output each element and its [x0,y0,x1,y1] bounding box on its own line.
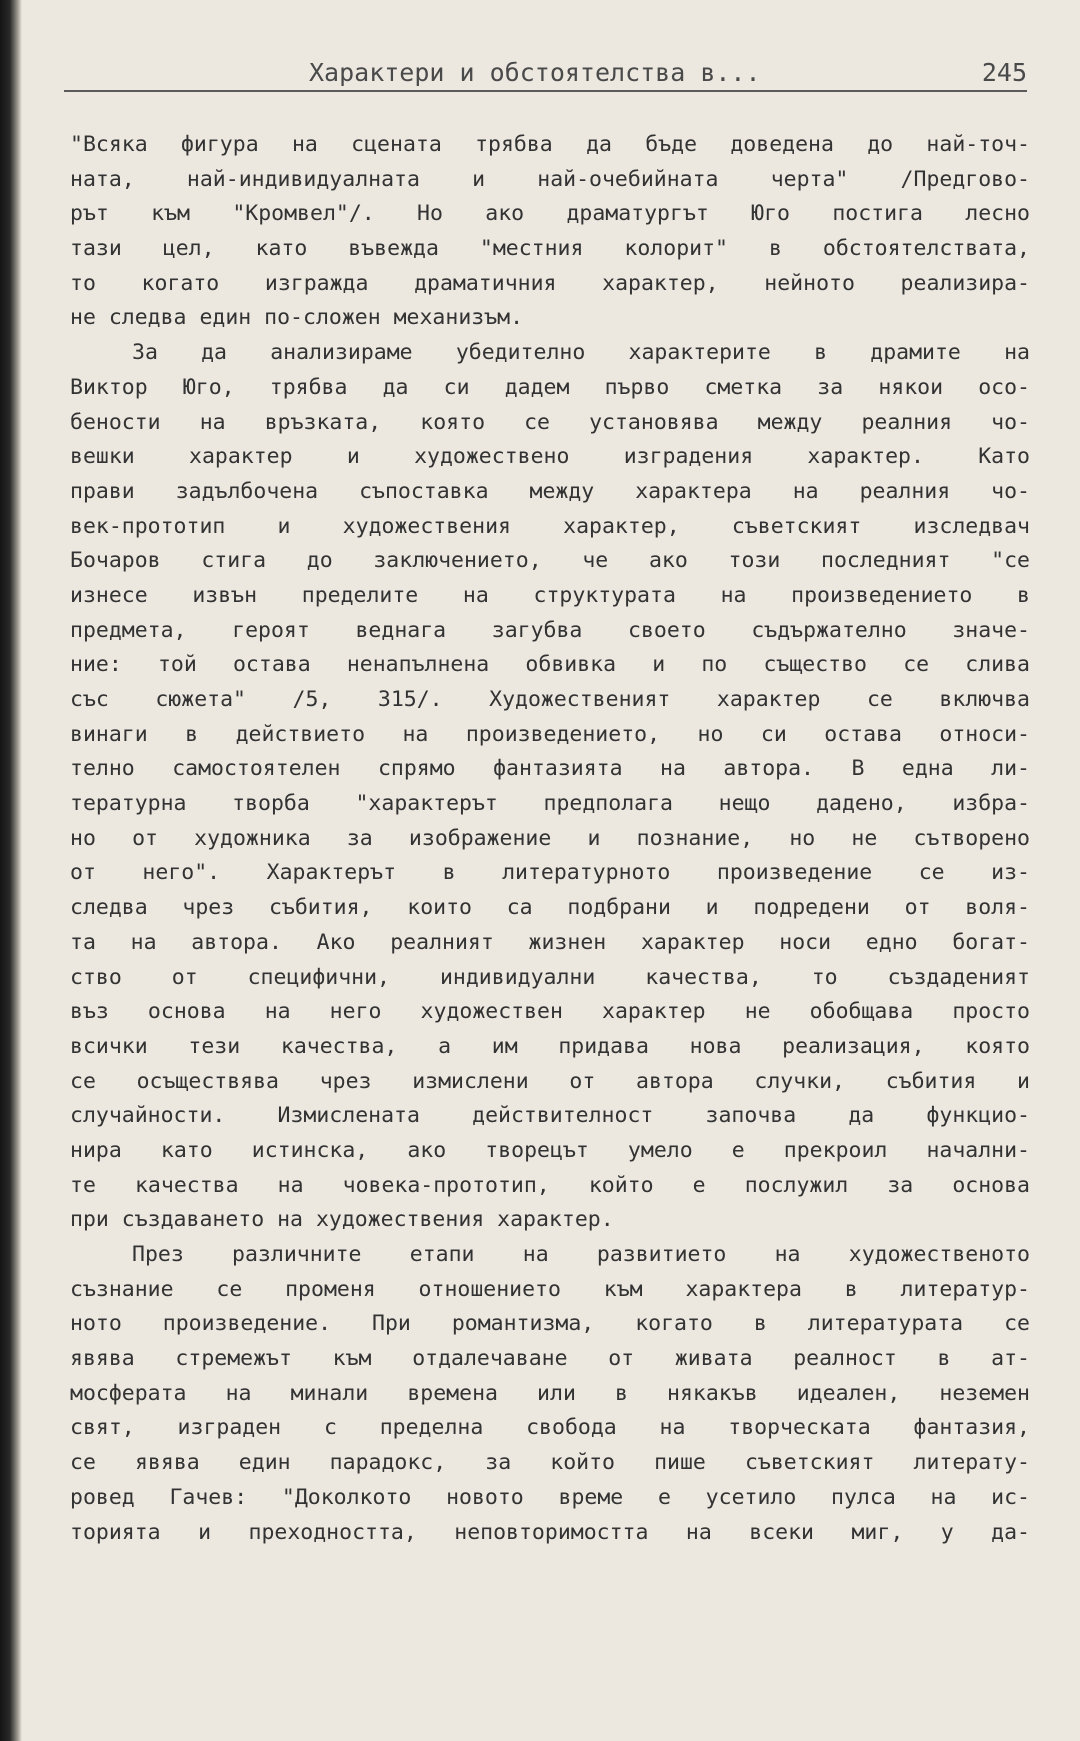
text-line: ното произведение. При романтизма, когато в литературата се [70,1311,1030,1337]
text-line: но от художника за изображение и познание, но не сътворено [70,825,1030,851]
page-number: 245 [981,58,1027,87]
text-line: бености на връзката, която се установява между реалния чо- [70,409,1030,435]
text-line: със сюжета" /5, 315/. Художественият характер се включва [70,687,1030,712]
text-line: то когато изгражда драматичния характер, нейното реализира- [70,270,1030,296]
text-line: явява стремежът към отдалечаване от живата реалност в ат- [70,1346,1030,1372]
text-line: предмета, героят веднага загубва своето съдържателно значе- [70,617,1030,643]
text-line: се явява един парадокс, за който пише съветският литерату- [70,1450,1030,1476]
text-line: ровед Гачев: "Доколкото новото време е усетило пулса на ис- [70,1484,1030,1510]
text-line: въз основа на него художествен характер не обобщава просто [70,999,1030,1025]
text-line: телно самостоятелен спрямо фантазията на автора. В една ли- [70,756,1030,782]
text-line: от него". Характерът в литературното произведение се из- [70,860,1030,886]
text-line: те качества на човека-прототип, който е послужил за основа [70,1172,1030,1198]
text-line: век-прототип и художествения характер, съветският изследвач [70,513,1030,539]
text-line: През различните етапи на развитието на художественото [132,1242,1030,1267]
book-page [22,0,1080,1741]
text-line: мосферата на минали времена или в някакъв идеален, неземен [70,1380,1030,1406]
running-title: Характери и обстоятелства в... [309,58,761,87]
text-line: тературна творба "характерът предполага нещо дадено, избра- [70,791,1030,817]
text-line: съзнание се променя отношението към характера в литератур- [70,1276,1030,1302]
text-line: вешки характер и художествено изградения характер. Като [70,444,1030,470]
text-line: тази цел, като въвежда "местния колорит" в обстоятелствата, [70,236,1030,262]
text-line: рът към "Кромвел"/. Но ако драматургът Юго постига лесно [70,201,1030,227]
text-line: случайности. Измислената действителност започва да функцио- [70,1103,1030,1129]
text-line: не следва един по-сложен механизъм. [70,305,524,331]
text-line: се осъществява чрез измислени от автора случки, събития и [70,1068,1030,1094]
text-line: торията и преходността, неповторимостта на всеки миг, у да- [70,1519,1030,1545]
text-line: винаги в действието на произведението, но си остава относи- [70,721,1030,747]
running-header [64,54,1027,92]
text-line: та на автора. Ако реалният жизнен характер носи едно богат- [70,929,1030,955]
text-line: ство от специфични, индивидуални качества, то създаденият [70,964,1030,990]
book-spine-shadow [0,0,22,1741]
text-line: свят, изграден с пределна свобода на творческата фантазия, [70,1415,1030,1441]
text-line: всички тези качества, а им придава нова реализация, която [70,1033,1030,1059]
text-line: изнесе извън пределите на структурата на произведението в [70,582,1030,608]
text-line: следва чрез събития, които са подбрани и подредени от воля- [70,895,1030,921]
text-line: "Всяка фигура на сцената трябва да бъде доведена до най-точ- [70,132,1030,157]
text-line: За да анализираме убедително характерите в драмите на [132,340,1030,366]
text-line: Виктор Юго, трябва да си дадем първо сметка за някои осо- [70,374,1030,400]
body-text [70,128,1030,1550]
text-line: при създаването на художествения характер. [70,1207,614,1233]
text-line: прави задълбочена съпоставка между характера на реалния чо- [70,478,1030,504]
text-line: нира като истинска, ако творецът умело е прекроил начални- [70,1137,1030,1163]
text-line: Бочаров стига до заключението, че ако този последният "се [70,548,1030,574]
text-line: ние: той остава ненапълнена обвивка и по същество се слива [70,652,1030,678]
text-line: ната, най-индивидуалната и най-очебийната черта" /Предгово- [70,166,1030,192]
